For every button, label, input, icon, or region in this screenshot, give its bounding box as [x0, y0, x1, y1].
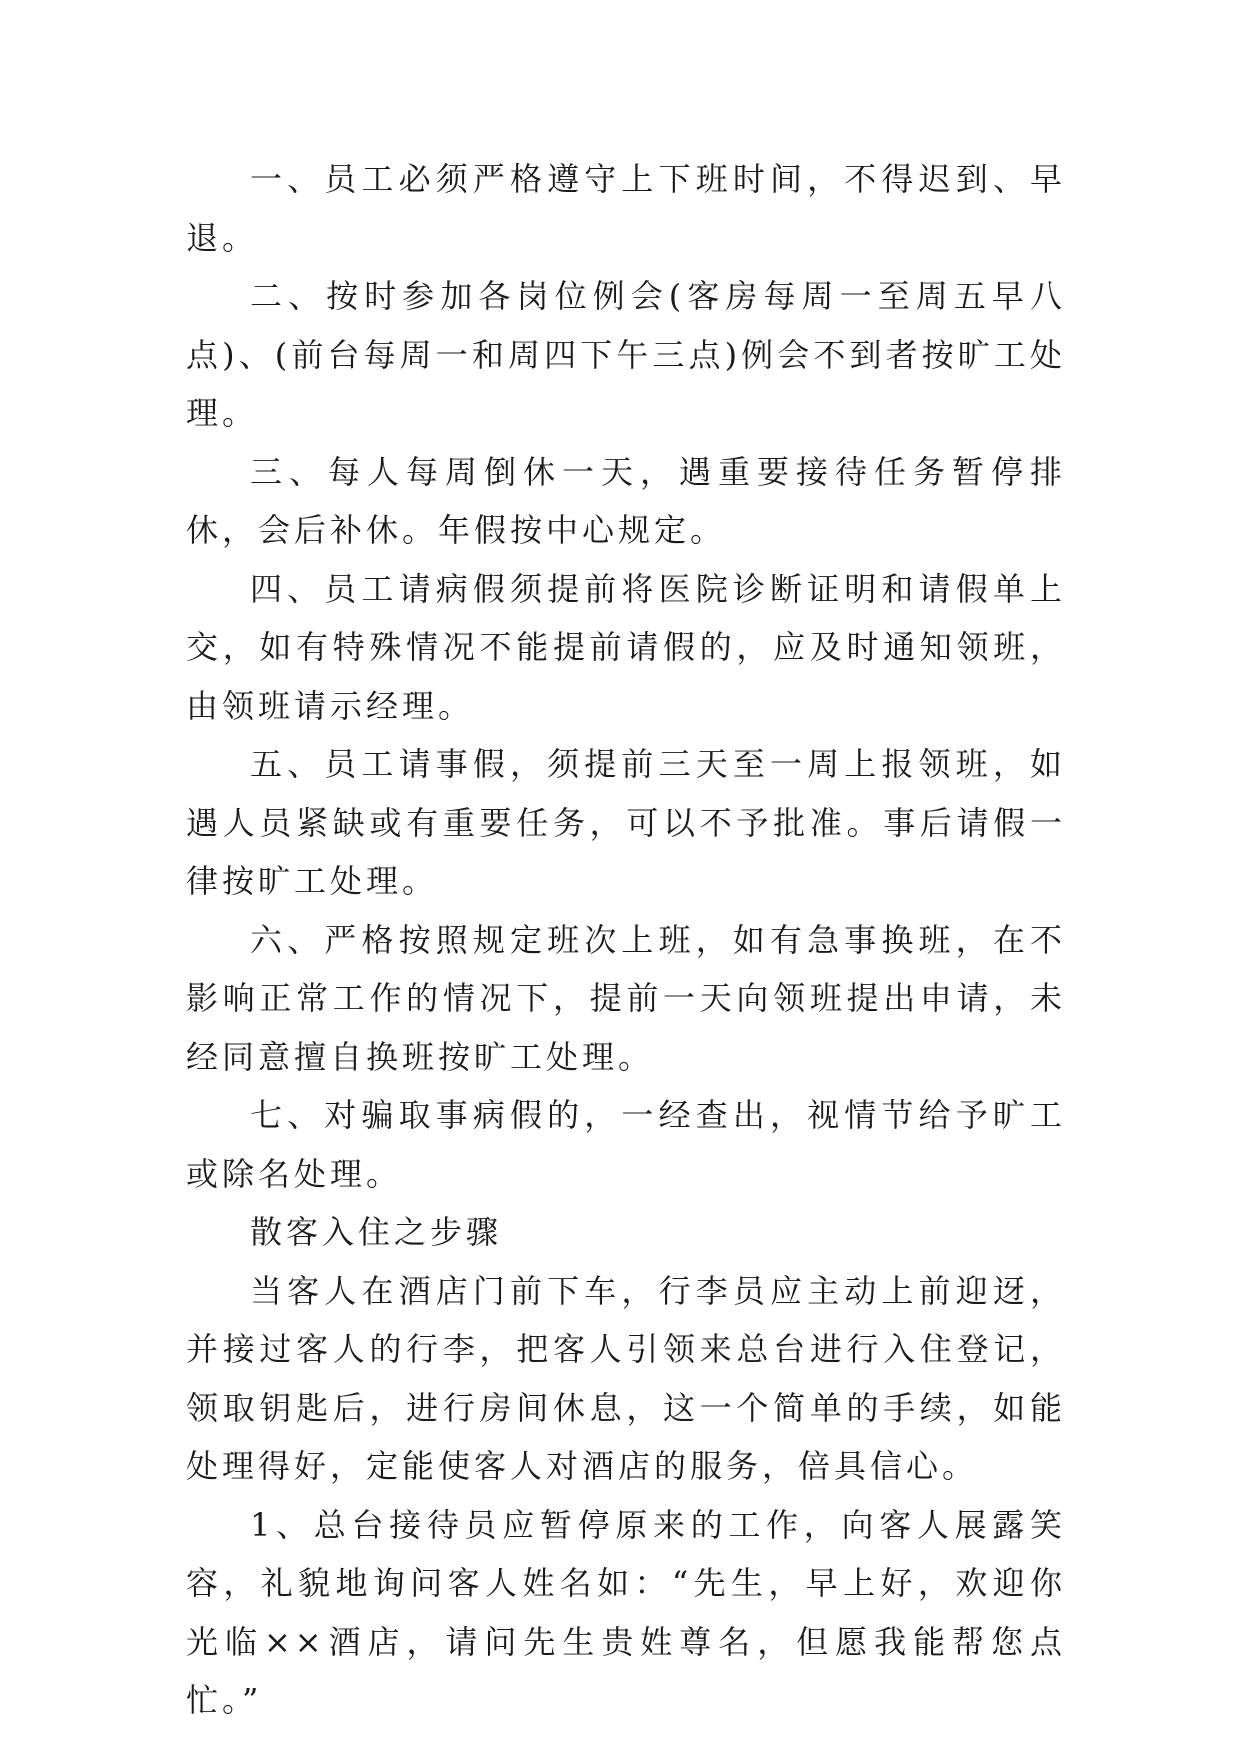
rule-paragraph-2: 二、按时参加各岗位例会(客房每周一至周五早八点)、(前台每周一和周四下午三点)例会不到者按旷工处理。	[186, 277, 1066, 432]
rule-paragraph-1: 一、员工必须严格遵守上下班时间，不得迟到、早退。	[186, 160, 1066, 257]
rule-paragraph-6: 六、严格按照规定班次上班，如有急事换班，在不影响正常工作的情况下，提前一天向领班提出申请，未经同意擅自换班按旷工处理。	[186, 920, 1066, 1076]
document-body	[186, 150, 1066, 1730]
intro-paragraph: 当客人在酒店门前下车，行李员应主动上前迎迓，并接过客人的行李，把客人引领来总台进行入住登记，领取钥匙后，进行房间休息，这一个简单的手续，如能处理得好，定能使客人对酒店的服务，倍具信心。	[186, 1271, 1066, 1485]
rule-paragraph-3: 三、每人每周倒休一天，遇重要接待任务暂停排休，会后补休。年假按中心规定。	[186, 452, 1066, 549]
rule-paragraph-7: 七、对骗取事病假的，一经查出，视情节给予旷工或除名处理。	[186, 1096, 1066, 1193]
section-heading: 散客入住之步骤	[250, 1213, 503, 1251]
rule-paragraph-5: 五、员工请事假，须提前三天至一周上报领班，如遇人员紧缺或有重要任务，可以不予批准。事后请假一律按旷工处理。	[186, 745, 1066, 900]
step-paragraph-1: 1、总台接待员应暂停原来的工作，向客人展露笑容，礼貌地询问客人姓名如：“先生，早上好，欢迎你光临××酒店，请问先生贵姓尊名，但愿我能帮您点忙。”	[186, 1505, 1066, 1719]
rule-paragraph-4: 四、员工请病假须提前将医院诊断证明和请假单上交，如有特殊情况不能提前请假的，应及时通知领班，由领班请示经理。	[186, 569, 1066, 725]
